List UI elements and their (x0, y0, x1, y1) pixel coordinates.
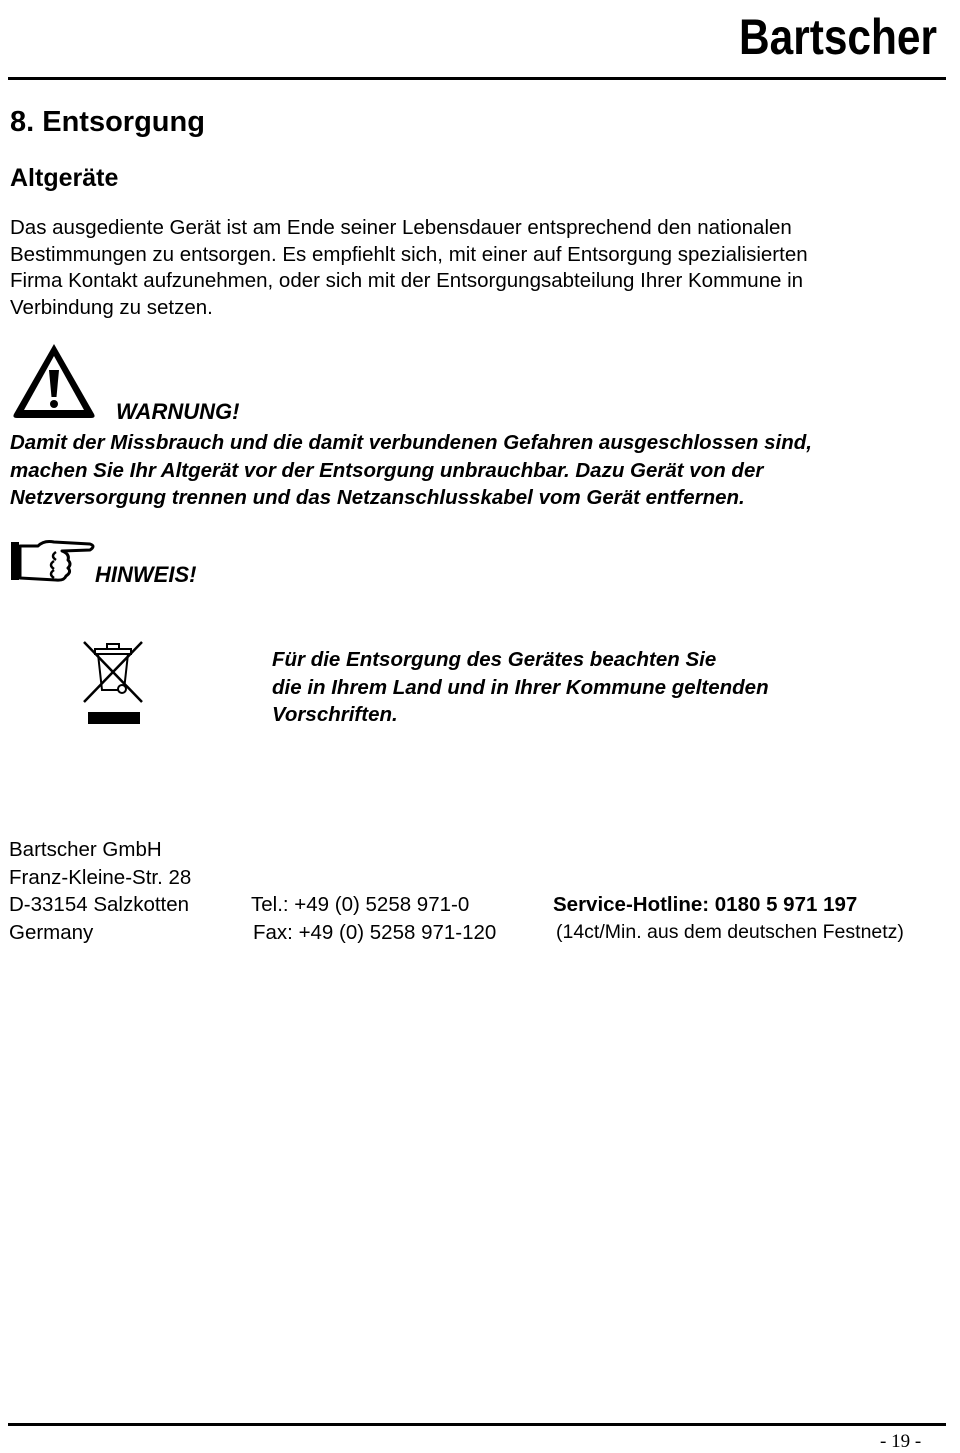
paragraph-line: Firma Kontakt aufzunehmen, oder sich mit der Entsorgungsabteilung Ihrer Kommune in (10, 269, 804, 292)
hint-line: die in Ihrem Land und in Ihrer Kommune geltenden (272, 675, 769, 699)
warning-line: Damit der Missbrauch und die damit verbundenen Gefahren ausgeschlossen sind, (10, 431, 812, 454)
section-subtitle: Altgeräte (10, 164, 119, 192)
pointing-hand-icon (10, 536, 96, 584)
hotline-note: (14ct/Min. aus dem deutschen Festnetz) (556, 921, 904, 943)
section-title: 8. Entsorgung (10, 106, 205, 138)
warning-triangle-icon (10, 340, 98, 420)
header-rule (8, 77, 946, 80)
paragraph-line: Verbindung zu setzen. (10, 295, 213, 319)
bartscher-logo (736, 4, 940, 66)
warning-label: WARNUNG! (116, 399, 240, 424)
hint-label: HINWEIS! (95, 562, 197, 587)
city-address: D-33154 Salzkotten (9, 893, 190, 916)
telephone: Tel.: +49 (0) 5258 971-0 (251, 893, 470, 916)
warning-text (10, 429, 812, 512)
warning-line: machen Sie Ihr Altgerät vor der Entsorgung unbrauchbar. Dazu Gerät von der (10, 458, 764, 482)
fax: Fax: +49 (0) 5258 971-120 (253, 921, 497, 944)
hint-line: Vorschriften. (272, 703, 398, 726)
hint-line: Für die Entsorgung des Gerätes beachten Sie (272, 648, 717, 671)
warning-line: Netzversorgung trennen und das Netzanschlusskabel vom Gerät entfernen. (10, 486, 745, 509)
country: Germany (9, 921, 94, 944)
paragraph-line: Bestimmungen zu entsorgen. Es empfiehlt sich, mit einer auf Entsorgung spezialisierten (10, 242, 808, 266)
paragraph-line: Das ausgediente Gerät ist am Ende seiner Lebensdauer entsprechend den nationalen (10, 216, 792, 239)
crossed-out-bin-icon (80, 634, 146, 726)
logo-text: Bartscher (739, 9, 937, 65)
page-number: - 19 - (880, 1431, 922, 1452)
service-hotline: Service-Hotline: 0180 5 971 197 (553, 893, 858, 916)
footer-rule (8, 1423, 946, 1426)
disposal-paragraph (10, 215, 950, 321)
street-address: Franz-Kleine-Str. 28 (9, 866, 192, 889)
hint-text (272, 646, 769, 729)
company-name: Bartscher GmbH (9, 838, 162, 861)
